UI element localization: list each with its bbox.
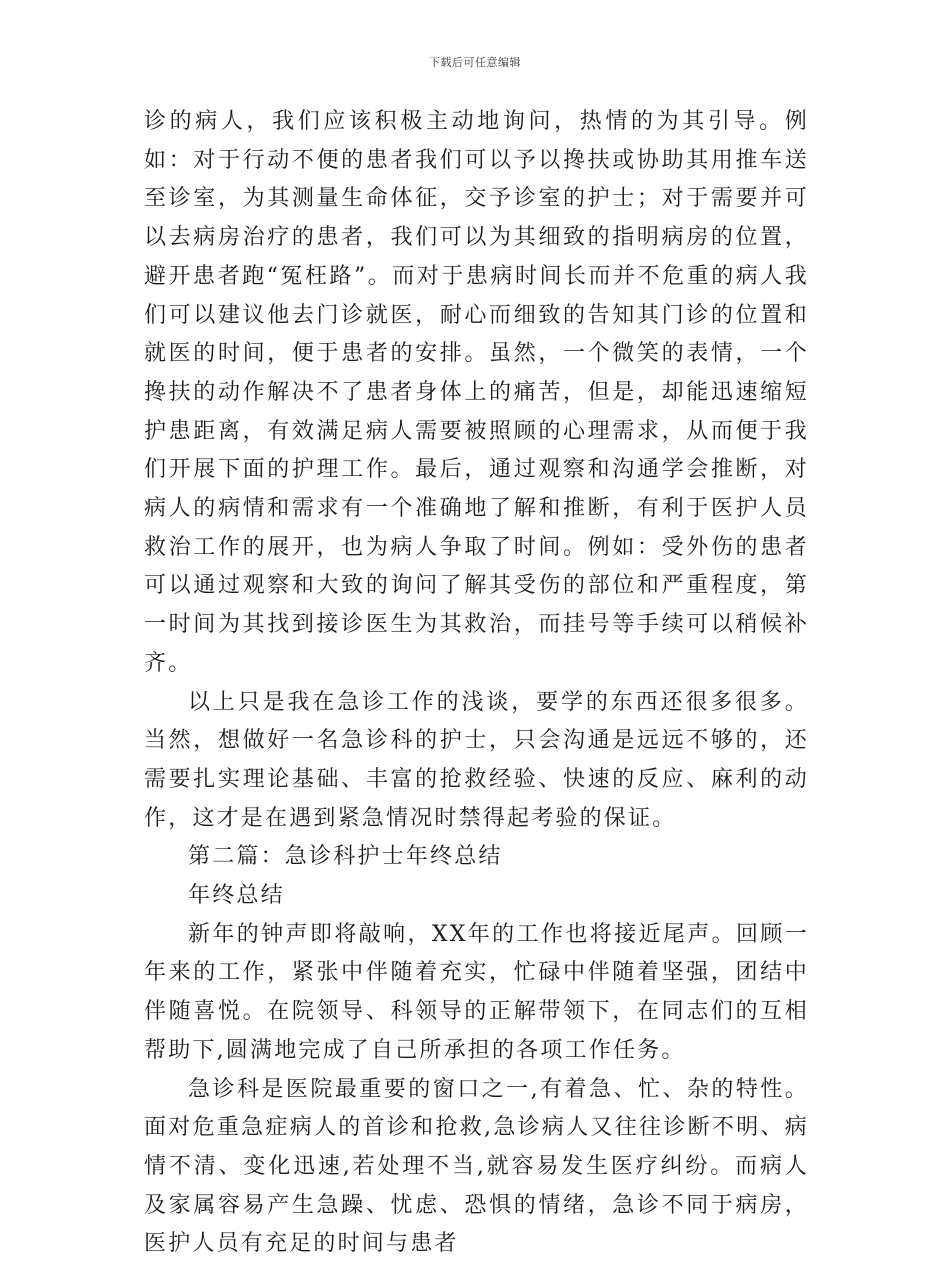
document-body — [144, 103, 809, 1264]
subsection-heading: 年终总结 — [188, 883, 285, 909]
paragraph: 急诊科是医院最重要的窗口之一,有着急、忙、杂的特性。面对危重急症病人的首诊和抢救,急诊病人又往往诊断不明、病情不清、变化迅速,若处理不当,就容易发生医疗纠纷。而病人及家属容易产生急躁、忧虑、恐惧的情绪，急诊不同于病房，医护人员有充足的时间与患者 — [144, 1076, 809, 1257]
paragraph-continued: 诊的病人，我们应该积极主动地询问，热情的为其引导。例如：对于行动不便的患者我们可以予以搀扶或协助其用推车送至诊室，为其测量生命体征，交予诊室的护士；对于需要并可以去病房治疗的患者，我们可以为其细致的指明病房的位置，避开患者跑“冤枉路”。而对于患病时间长而并不危重的病人我们可以建议他去门诊就医，耐心而细致的告知其门诊的位置和就医的时间，便于患者的安排。虽然，一个微笑的表情，一个搀扶的动作解决不了患者身体上的痛苦，但是，却能迅速缩短护患距离，有效满足病人需要被照顾的心理需求，从而便于我们开展下面的护理工作。最后，通过观察和沟通学会推断，对病人的病情和需求有一个准确地了解和推断，有利于医护人员救治工作的展开，也为病人争取了时间。例如：受外伤的患者可以通过观察和大致的询问了解其受伤的部位和严重程度，第一时间为其找到接诊医生为其救治，而挂号等手续可以稍候补齐。 — [144, 109, 809, 676]
paragraph: 新年的钟声即将敲响，XX年的工作也将接近尾声。回顾一年来的工作，紧张中伴随着充实，忙碌中伴随着坚强，团结中伴随喜悦。在院领导、科领导的正解带领下，在同志们的互相帮助下,圆满地完成了自己所承担的各项工作任务。 — [144, 921, 809, 1063]
paragraph: 以上只是我在急诊工作的浅谈，要学的东西还很多很多。当然，想做好一名急诊科的护士，只会沟通是远远不够的，还需要扎实理论基础、丰富的抢救经验、快速的反应、麻利的动作，这才是在遇到紧急情况时禁得起考验的保证。 — [144, 689, 809, 831]
page-header: 下载后可任意编辑 — [429, 56, 521, 69]
section-heading: 第二篇：急诊科护士年终总结 — [188, 844, 503, 870]
